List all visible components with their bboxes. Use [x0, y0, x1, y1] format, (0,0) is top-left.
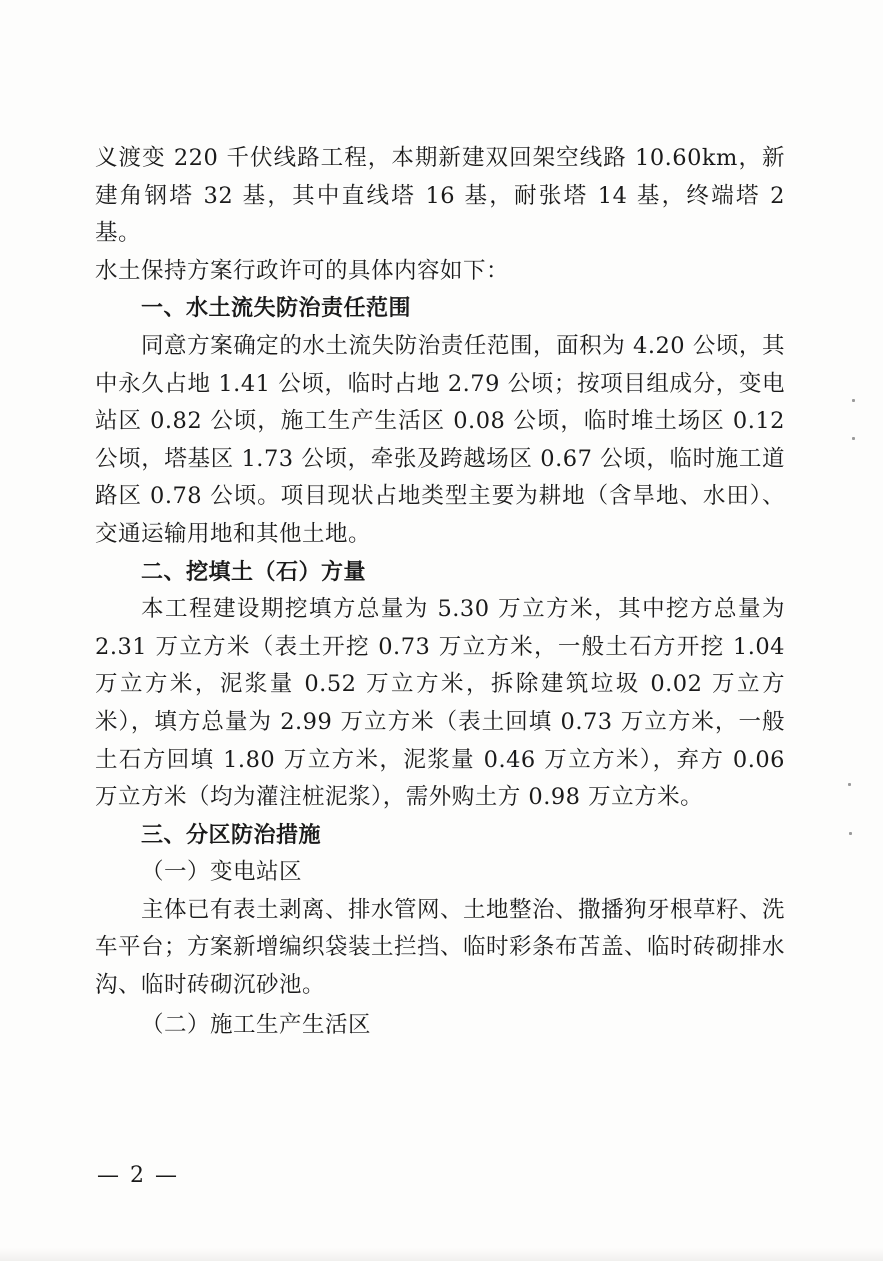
scan-speck	[852, 437, 855, 440]
scan-speck	[852, 399, 855, 402]
scan-speck	[849, 832, 852, 835]
intro-paragraph: 义渡变 220 千伏线路工程，本期新建双回架空线路 10.60km，新建角钢塔 32 基，其中直线塔 16 基，耐张塔 14 基，终端塔 2 基。	[95, 145, 785, 247]
intro-paragraph-2: 水土保持方案行政许可的具体内容如下：	[95, 257, 510, 284]
subsection-heading-1: （一）变电站区	[141, 859, 303, 886]
section-2-paragraph: 本工程建设期挖填方总量为 5.30 万立方米，其中挖方总量为 2.31 万立方米（表土开挖 0.73 万立方米，一般土石方开挖 1.04 万立方米，泥浆量 0.52 万立方米，拆除建筑垃圾 0.02 万立方米），填方总量为 2.99 万立方米（表土回填 0.73 万立方米，一般土石方回填 1.80 万立方米，泥浆量 0.46 万立方米），弃方 0.06 万立方米（均为灌注桩泥浆），需外购土方 0.98 万立方米。	[95, 596, 785, 811]
subsection-heading-2: （二）施工生产生活区	[141, 1011, 372, 1038]
section-heading-1: 一、水土流失防治责任范围	[141, 296, 412, 322]
section-heading-3: 三、分区防治措施	[141, 822, 322, 848]
subsection-1-paragraph: 主体已有表土剥离、排水管网、土地整治、撒播狗牙根草籽、洗车平台；方案新增编织袋装土拦挡、临时彩条布苫盖、临时砖砌排水沟、临时砖砌沉砂池。	[95, 896, 786, 999]
section-heading-2: 二、挖填土（石）方量	[141, 559, 367, 585]
section-1-paragraph: 同意方案确定的水土流失防治责任范围，面积为 4.20 公顷，其中永久占地 1.41 公顷，临时占地 2.79 公顷；按项目组成分，变电站区 0.82 公顷，施工生产生活区 0.08 公顷，临时堆土场区 0.12 公顷，塔基区 1.73 公顷，牵张及跨越场区 0.67 公顷，临时施工道路区 0.78 公顷。项目现状占地类型主要为耕地（含旱地、水田）、交通运输用地和其他土地。	[95, 332, 785, 547]
document-body	[95, 140, 785, 1044]
scan-speck	[848, 783, 851, 786]
scan-bottom-edge	[0, 1248, 883, 1261]
page-number: — 2 —	[97, 1163, 179, 1188]
